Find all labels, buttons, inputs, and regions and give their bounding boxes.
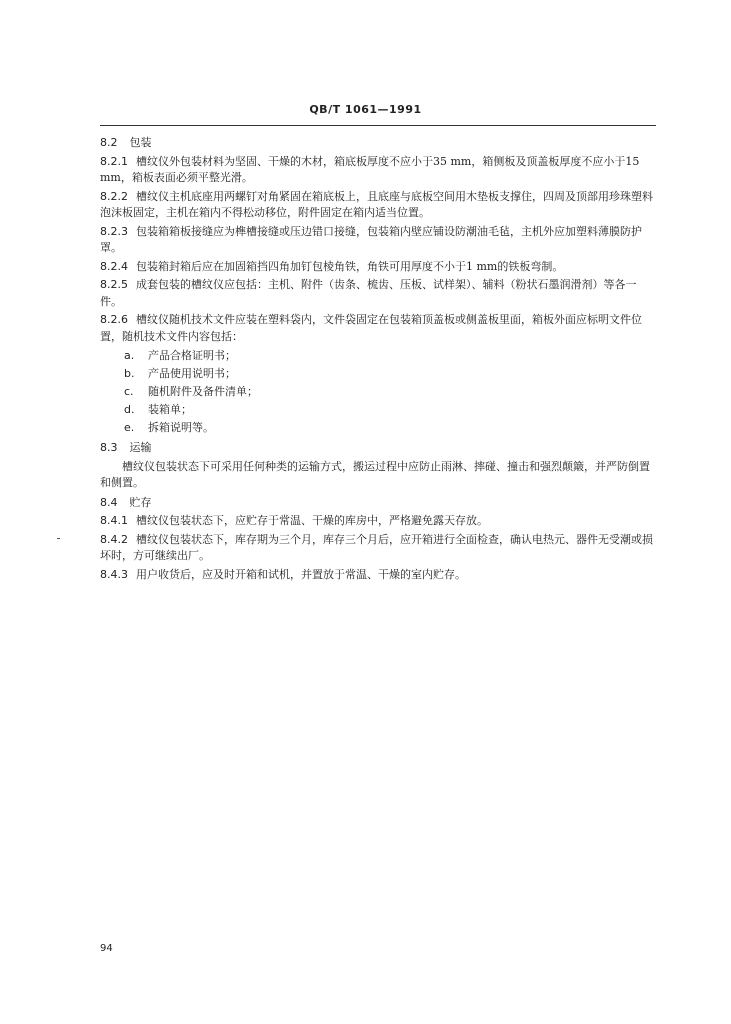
scan-speck	[57, 538, 60, 539]
list-item-text: 拆箱说明等。	[148, 421, 214, 434]
list-marker: e.	[124, 421, 135, 434]
list-item-text: 随机附件及备件清单；	[148, 385, 258, 398]
clause	[100, 154, 656, 187]
section-heading	[100, 135, 656, 152]
clause-text: 槽纹仪外包装材料为坚固、干燥的木材，箱底板厚度不应小于35 mm，箱侧板及顶盖板厚度不应小于15 mm，箱板表面必须平整光滑。	[100, 154, 640, 184]
list-marker: b.	[124, 367, 135, 380]
header-rule	[100, 125, 656, 126]
clause-text: 槽纹仪包装状态下，库存期为三个月，库存三个月后，应开箱进行全面检查，确认电热元、器件无受潮或损坏时，方可继续出厂。	[100, 532, 653, 562]
list-marker: c.	[124, 385, 134, 398]
clause	[100, 532, 656, 565]
clause-number: 8.2.6	[100, 313, 128, 326]
clause	[100, 312, 656, 345]
clause-number: 8.4.2	[100, 532, 128, 546]
clause-number: 8.2.4	[100, 259, 128, 273]
document-list	[100, 347, 656, 437]
list-marker: d.	[124, 403, 135, 416]
clause-number: 8.2.5	[100, 278, 128, 291]
list-item-text: 产品使用说明书；	[148, 367, 236, 380]
list-item	[100, 383, 656, 401]
clause	[100, 567, 656, 584]
list-item	[100, 365, 656, 383]
list-item	[100, 401, 656, 419]
clause-number: 8.2.1	[100, 154, 128, 168]
list-item	[100, 419, 656, 437]
list-item-text: 装箱单；	[148, 403, 192, 416]
list-item	[100, 347, 656, 365]
section-number: 8.4	[100, 495, 118, 509]
section-heading	[100, 495, 656, 512]
paragraph: 槽纹仪包装状态下可采用任何种类的运输方式，搬运过程中应防止雨淋、摔碰、撞击和强烈颠簸，并严防倒置和侧置。	[100, 459, 650, 489]
section-number: 8.3	[100, 441, 118, 454]
section-title: 运输	[129, 441, 152, 454]
clause	[100, 513, 656, 530]
list-item-text: 产品合格证明书；	[148, 349, 236, 362]
clause-text: 槽纹仪主机底座用两螺钉对角紧固在箱底板上，且底座与底板空间用木垫板支撑住，四周及顶部用珍珠塑料泡沫板固定，主机在箱内不得松动移位，附件固定在箱内适当位置。	[100, 189, 653, 219]
clause-text: 包装箱封箱后应在加固箱挡四角加钉包棱角铁，角铁可用厚度不小于1 mm的铁板弯制。	[136, 259, 564, 273]
clause-text: 成套包装的槽纹仪应包括：主机、附件（齿条、梳齿、压板、试样架）、辅料（粉状石墨润滑剂）等各一件。	[100, 278, 637, 308]
page-number: 94	[100, 943, 113, 954]
clause	[100, 277, 656, 310]
section-title: 贮存	[129, 495, 152, 509]
clause-text: 用户收货后，应及时开箱和试机，并置放于常温、干燥的室内贮存。	[136, 567, 466, 581]
section-heading	[100, 440, 656, 457]
clause-text: 槽纹仪随机技术文件应装在塑料袋内，文件袋固定在包装箱顶盖板或侧盖板里面，箱板外面应标明文件位置，随机技术文件内容包括：	[100, 313, 642, 343]
clause-number: 8.4.1	[100, 514, 128, 527]
document-body	[100, 132, 656, 583]
clause-number: 8.2.2	[100, 189, 128, 203]
clause	[100, 259, 656, 276]
list-marker: a.	[124, 349, 135, 362]
section-number: 8.2	[100, 136, 118, 149]
document-header: QB/T 1061—1991	[309, 103, 422, 116]
clause-text: 包装箱箱板接缝应为榫槽接缝或压边错口接缝，包装箱内壁应铺设防潮油毛毡，主机外应加塑料薄膜防护罩。	[100, 224, 642, 254]
clause-number: 8.2.3	[100, 224, 128, 238]
clause-number: 8.4.3	[100, 567, 128, 581]
section-title: 包装	[129, 136, 152, 149]
clause	[100, 224, 656, 257]
clause	[100, 189, 656, 222]
clause-text: 槽纹仪包装状态下，应贮存于常温、干燥的库房中，严格避免露天存放。	[136, 514, 488, 527]
